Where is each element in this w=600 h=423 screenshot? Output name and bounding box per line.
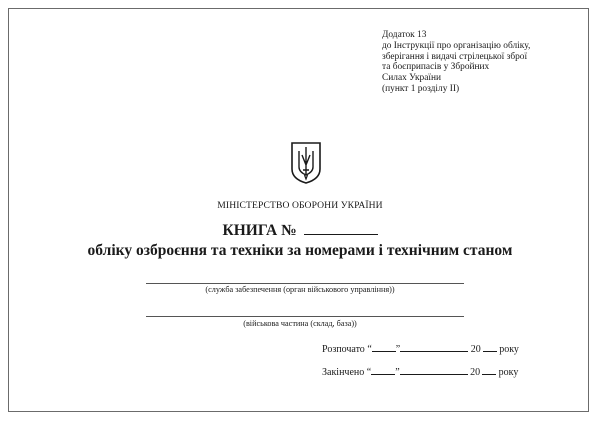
started-date-row <box>322 342 519 355</box>
year-blank <box>483 342 497 352</box>
year-suffix: року <box>498 367 519 378</box>
started-label: Розпочато <box>322 344 365 355</box>
book-title <box>0 222 600 240</box>
unit-fill-line <box>146 316 464 317</box>
close-quote: ” <box>395 367 400 378</box>
unit-caption: (військова частина (склад, база)) <box>243 319 357 328</box>
year-suffix: року <box>499 344 519 355</box>
day-blank <box>371 365 395 375</box>
open-quote: “ <box>366 367 372 378</box>
addendum-line: та боєприпасів у Збройних <box>382 62 490 73</box>
addendum-block <box>382 30 530 95</box>
year-blank <box>482 365 496 375</box>
month-blank <box>400 342 468 352</box>
addendum-line: до Інструкції про організацію обліку, <box>382 40 531 51</box>
book-number-blank <box>304 222 378 235</box>
ministry-heading: МІНІСТЕРСТВО ОБОРОНИ УКРАЇНИ <box>217 200 383 211</box>
day-blank <box>372 342 396 352</box>
finished-label: Закінчено <box>322 367 365 378</box>
close-quote: ” <box>395 344 401 355</box>
addendum-line: зберігання і видачі стрілецької зброї <box>382 51 528 62</box>
book-title-text: КНИГА № <box>222 222 297 239</box>
book-subtitle: обліку озброєння та техніки за номерами і технічним станом <box>87 242 513 259</box>
addendum-line: Додаток 13 <box>382 30 427 40</box>
finished-date-row <box>322 365 518 378</box>
year-prefix: 20 <box>470 344 481 355</box>
service-fill-line <box>146 283 464 284</box>
service-caption: (служба забезпечення (орган військового управління)) <box>205 285 395 294</box>
month-blank <box>400 365 468 375</box>
addendum-line: Силах України <box>382 73 441 84</box>
year-prefix: 20 <box>470 367 481 378</box>
addendum-line: (пункт 1 розділу ІІ) <box>382 83 460 94</box>
coat-of-arms-icon <box>290 141 322 185</box>
open-quote: “ <box>367 344 372 355</box>
